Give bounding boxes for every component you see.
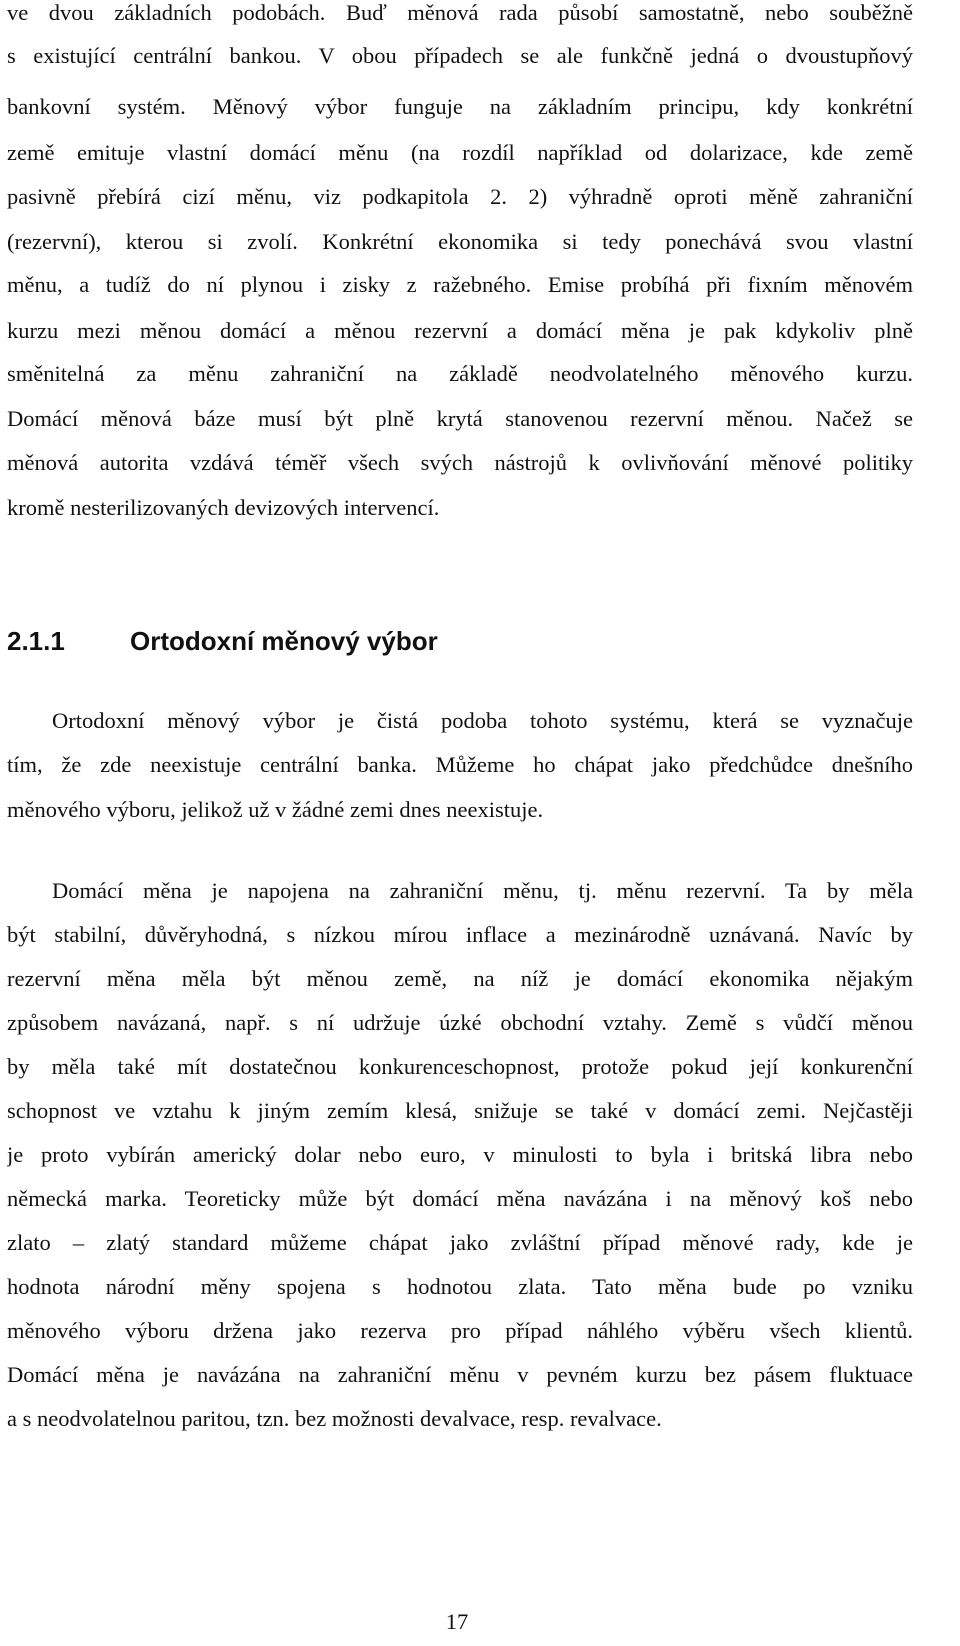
text-line: kurzu mezi měnou domácí a měnou rezervní a domácí měna je pak kdykoliv plně	[7, 318, 913, 343]
text-line: směnitelná za měnu zahraniční na základě neodvolatelného měnového kurzu.	[7, 361, 913, 386]
text-line: měnu, a tudíž do ní plynou i zisky z ražebného. Emise probíhá při fixním měnovém	[7, 272, 913, 297]
text-line: rezervní měna měla být měnou země, na níž je domácí ekonomika nějakým	[7, 966, 913, 991]
text-line: kromě nesterilizovaných devizových intervencí.	[7, 495, 440, 520]
text-line: (rezervní), kterou si zvolí. Konkrétní ekonomika si tedy ponechává svou vlastní	[7, 229, 913, 254]
text-line: s existující centrální bankou. V obou případech se ale funkčně jedná o dvoustupňový	[7, 43, 913, 68]
text-line: měnového výboru držena jako rezerva pro případ náhlého výběru všech klientů.	[7, 1318, 913, 1343]
text-line: Domácí měna je navázána na zahraniční měnu v pevném kurzu bez pásem fluktuace	[7, 1362, 913, 1387]
text-line: by měla také mít dostatečnou konkurenceschopnost, protože pokud její konkurenční	[7, 1054, 913, 1079]
text-line: země emituje vlastní domácí měnu (na rozdíl například od dolarizace, kde země	[7, 140, 913, 165]
text-line: způsobem navázaná, např. s ní udržuje úzké obchodní vztahy. Země s vůdčí měnou	[7, 1010, 913, 1035]
section-heading	[7, 626, 438, 656]
page-number: 17	[445, 1609, 469, 1634]
text-line: měnového výboru, jelikož už v žádné zemi dnes neexistuje.	[7, 797, 544, 822]
text-line: být stabilní, důvěryhodná, s nízkou mírou inflace a mezinárodně uznávaná. Navíc by	[7, 922, 913, 947]
text-line: Domácí měna je napojena na zahraniční měnu, tj. měnu rezervní. Ta by měla	[52, 878, 913, 903]
text-line: schopnost ve vztahu k jiným zemím klesá, snižuje se také v domácí zemi. Nejčastěji	[7, 1098, 913, 1123]
text-line: je proto vybírán americký dolar nebo euro, v minulosti to byla i britská libra nebo	[7, 1142, 913, 1167]
text-line: Ortodoxní měnový výbor je čistá podoba tohoto systému, která se vyznačuje	[52, 708, 913, 733]
text-line: bankovní systém. Měnový výbor funguje na základním principu, kdy konkrétní	[7, 94, 913, 119]
text-line: tím, že zde neexistuje centrální banka. Můžeme ho chápat jako předchůdce dnešního	[7, 752, 913, 777]
text-line: zlato – zlatý standard můžeme chápat jako zvláštní případ měnové rady, kde je	[7, 1230, 913, 1255]
section-title: Ortodoxní měnový výbor	[130, 626, 438, 656]
text-line: Domácí měnová báze musí být plně krytá stanovenou rezervní měnou. Načež se	[7, 406, 913, 431]
text-line: ve dvou základních podobách. Buď měnová rada působí samostatně, nebo souběžně	[7, 0, 913, 25]
section-number: 2.1.1	[7, 626, 65, 656]
text-line: pasivně přebírá cizí měnu, viz podkapitola 2. 2) výhradně oproti měně zahraniční	[7, 184, 913, 209]
text-line: německá marka. Teoreticky může být domácí měna navázána i na měnový koš nebo	[7, 1186, 913, 1211]
text-line: měnová autorita vzdává téměř všech svých nástrojů k ovlivňování měnové politiky	[7, 450, 913, 475]
text-line: hodnota národní měny spojena s hodnotou zlata. Tato měna bude po vzniku	[7, 1274, 913, 1299]
text-line: a s neodvolatelnou paritou, tzn. bez možnosti devalvace, resp. revalvace.	[7, 1406, 662, 1431]
